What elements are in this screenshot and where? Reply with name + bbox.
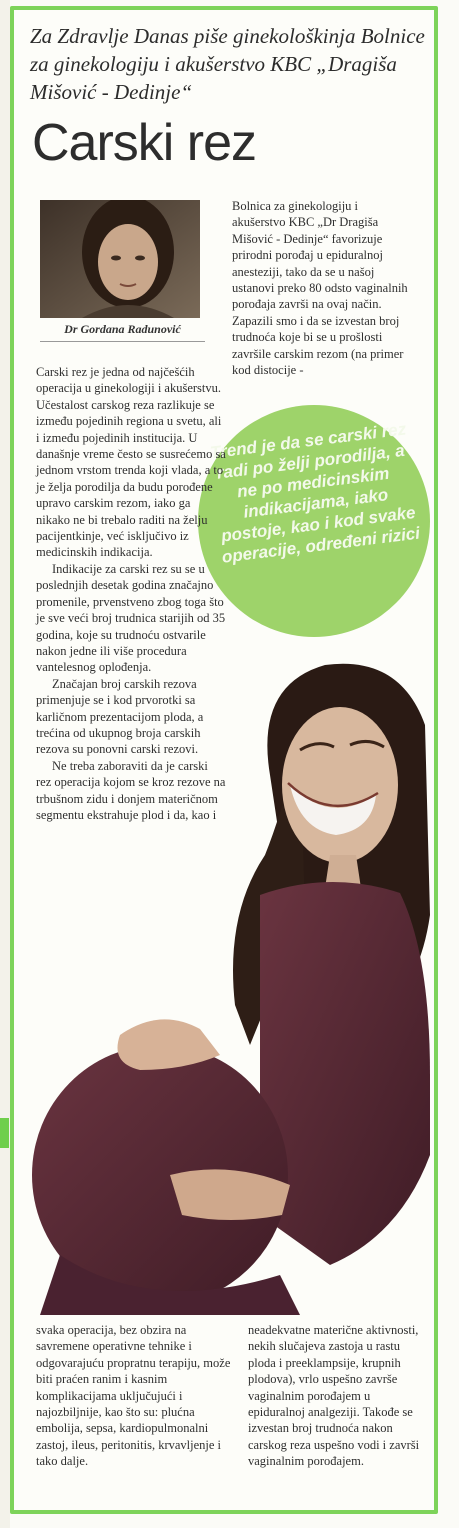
author-name: Dr Gordana Radunović [64,322,181,336]
right-column [232,198,410,378]
bottom-left-paragraph: svaka operacija, bez obzira na savremene operativne tehnike i odgovarajuću propratnu terapiju, može biti praćen ranim i kasnim komplikacijama uključujući i najozbiljnije, kao što su: plućna embolija, sepsa, kardiopulmonalni zastoj, ileus, peritonitis, krvavljenje i tako dalje. [36,1323,231,1469]
bottom-left-column [36,1322,240,1470]
article-kicker: Za Zdravlje Danas piše ginekološkinja Bolnice za ginekologiju i akušerstvo KBC „Dragiša Mišović - Dedinje“ [30,24,425,104]
author-divider [40,341,205,342]
left-paragraph-1: Carski rez je jedna od najčešćih operacija u ginekologiji i akušerstvu. Učestalost carskog reza razlikuje se između pojedinih regiona u svetu, ali i između pojedinih institucija. U današnje vreme često se susrećemo sa jednom vrstom trenda koji vlada, a to je želja porodilja da budu porođene upravo carskim rezom, iako ga nikako ne bi trebalo raditi na želju pacijentkinje, već isključivo iz medicinskih indikacija. [36,365,226,560]
bottom-right-column [248,1322,428,1470]
left-paragraph-4: Ne treba zaboraviti da je carski rez operacija kojom se kroz rezove na trbušnom zidu i donjem materičnom segmentu ekstrahuje plod i da, kao i [36,758,226,822]
author-photo [40,200,200,318]
left-paragraph-2: Indikacije za carski rez su se u poslednjih desetak godina značajno promenile, prvenstveno zbog toga što je sve veći broj trudnica starijih od 35 godina, koje su trudnoću ostvarile nakon jedne ili više procedura vantelesnog oplođenja. [36,561,226,675]
pull-quote-text: Trend je da se carski rez radi po želji porodilja, a ne po medicinskim indikacijama, iako postoje, kao i kod svake operacije, određeni rizici [209,419,421,567]
left-paragraph-3: Značajan broj carskih rezova primenjuje se i kod prvorotki sa karličnom prezentacijom ploda, a trećina od ukupnog broja carskih rezova su ponovni carski rezovi. [36,676,204,757]
right-paragraph: Bolnica za ginekologiju i akušerstvo KBC „Dr Dragiša Mišović - Dedinje“ favorizuje prirodni porođaj u epiduralnoj anesteziji, tako da se u našoj ustanovi preko 80 odsto vaginalnih porođaja završi na ovaj način. Zapazili smo i da se izvestan broj trudnoća koje bi se u prošlosti završile carskim rezom (na primer kod distocije - [232,199,408,378]
article-title: Carski rez [32,114,257,172]
bottom-right-paragraph: neadekvatne materične aktivnosti, nekih slučajeva zastoja u rastu ploda i preeklampsije, krupnih plodova), vrlo uspešno završe vaginalnim porođajem u epiduralnoj analgeziji. Takođe se izvestan broj trudnoća nakon carskog reza uspešno vodi i završi vaginalnim porođajem. [248,1323,420,1469]
left-column [36,364,226,823]
